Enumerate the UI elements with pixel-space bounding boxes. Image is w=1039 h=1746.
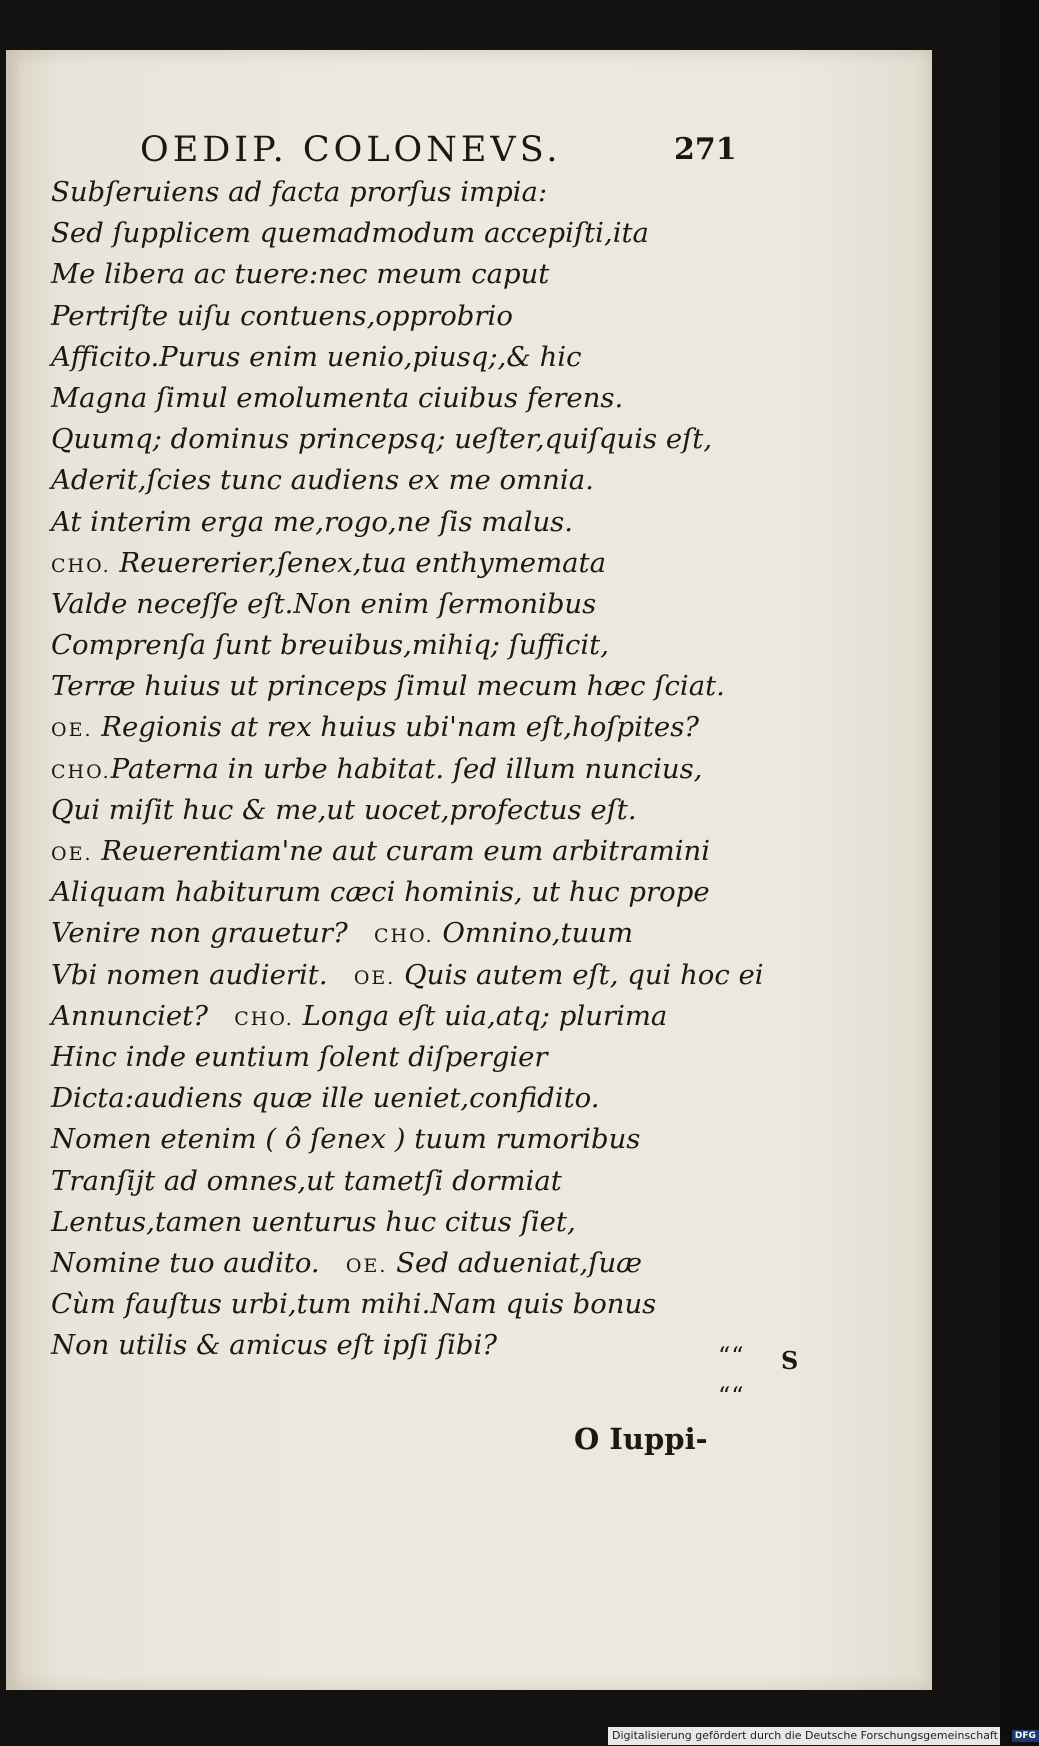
verse-line: Aderit,ſcies tunc audiens ex me omnia.: [51, 464, 594, 497]
speaker-label-chorus: CHO.: [51, 760, 111, 783]
verse-line: OE. Reuerentiam'ne aut curam eum arbitramini: [51, 835, 711, 867]
verse-line: Pertriſte uiſu contuens,opprobrio: [51, 299, 513, 332]
verse-line: Me libera ac tuere:nec meum caput: [51, 258, 550, 291]
verse-line: At interim erga me,rogo,ne ſis malus.: [51, 505, 574, 538]
verse-line: Nomine tuo audito. OE. Sed adueniat,ſuæ: [51, 1246, 643, 1279]
gnomic-quote-mark: ““: [718, 1342, 745, 1370]
book-page: [6, 50, 932, 1690]
verse-line: Subſeruiens ad facta prorſus impia:: [51, 176, 548, 208]
verse-line: Tranſijt ad omnes,ut tametſi dormiat: [51, 1164, 562, 1197]
verse-line: Nomen etenim ( ô ſenex ) tuum rumoribus: [51, 1123, 641, 1156]
credit-text: Digitalisierung gefördert durch die Deutsche Forschungsgemeinschaft -: [612, 1729, 1006, 1742]
speaker-label-oedipus: OE.: [51, 719, 93, 742]
page-number: 271: [674, 132, 737, 167]
verse-line: Terræ huius ut princeps ſimul mecum hæc ſciat.: [51, 670, 725, 703]
dfg-logo-icon: DFG: [1012, 1730, 1039, 1742]
speaker-label-oedipus: OE.: [345, 1254, 388, 1277]
verse-text: [51, 172, 764, 1366]
verse-line: Comprenſa ſunt breuibus,mihiq; ſufficit,: [51, 629, 609, 662]
verse-line: Lentus,tamen uenturus huc citus ſiet,: [51, 1205, 576, 1238]
speaker-label-oedipus: OE.: [353, 966, 396, 989]
running-title: OEDIP. COLONEVS.: [140, 130, 562, 170]
catchword: O Iuppi-: [574, 1422, 708, 1456]
gnomic-quote-mark: ““: [718, 1382, 745, 1410]
verse-line: Aliquam habiturum cæci hominis, ut huc prope: [51, 876, 710, 909]
speaker-label-chorus: CHO.: [374, 925, 434, 948]
verse-line: Valde neceſſe eſt.Non enim ſermonibus: [51, 587, 597, 620]
verse-line: OE. Regionis at rex huius ubi'nam eſt,hoſpites?: [51, 711, 700, 744]
speaker-label-chorus: CHO.: [234, 1007, 294, 1030]
verse-line: CHO.Paterna in urbe habitat. ſed illum nuncius,: [51, 752, 703, 785]
verse-line: Venire non grauetur? CHO. Omnino,tuum: [51, 917, 634, 950]
verse-line: Hinc inde euntium ſolent diſpergier: [51, 1040, 548, 1073]
verse-line: Sed ſupplicem quemadmodum accepiſti,ita: [51, 217, 649, 250]
signature-mark: S: [781, 1346, 800, 1375]
verse-line: Magna ſimul emolumenta ciuibus ferens.: [51, 381, 624, 414]
speaker-label-oedipus: OE.: [51, 843, 93, 865]
verse-line: CHO. Reuererier,ſenex,tua enthymemata: [51, 546, 606, 579]
verse-line: Cùm fauſtus urbi,tum mihi.Nam quis bonus: [51, 1288, 657, 1321]
speaker-label-chorus: CHO.: [51, 554, 111, 577]
verse-line: Afficito.Purus enim uenio,piusq;,& hic: [51, 340, 582, 373]
digitization-credit: [608, 1727, 1036, 1745]
verse-line: Dicta:audiens quæ ille ueniet,confidito.: [51, 1082, 600, 1115]
verse-line: Vbi nomen audierit. OE. Quis autem eſt, qui hoc ei: [51, 958, 764, 991]
verse-line: Quumq; dominus princepsq; ueſter,quiſquis eſt,: [51, 423, 713, 456]
verse-line: Annunciet? CHO. Longa eſt uia,atq; plurima: [51, 999, 668, 1032]
page-gutter-shadow: [6, 50, 20, 1690]
verse-line: Non utilis & amicus eſt ipſi ſibi?: [51, 1329, 498, 1362]
verse-line: Qui miſit huc & me,ut uocet,profectus eſt.: [51, 793, 637, 826]
